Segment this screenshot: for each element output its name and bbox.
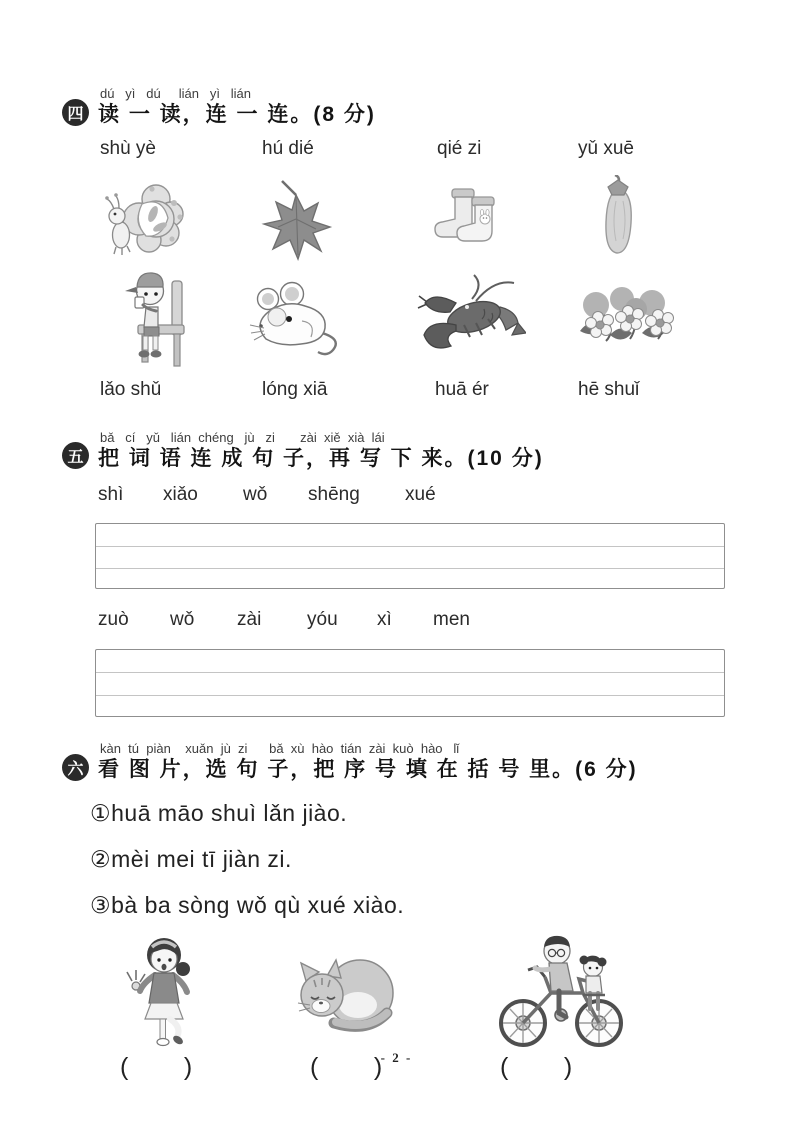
scramble-word-sheng: shēng [308,484,360,505]
butterfly-icon [102,177,188,261]
match-word-huaer[interactable]: huā ér [435,378,489,400]
scramble-word-xi: xì [377,609,392,630]
section6-title: 看 图 片，选 句 子，把 序 号 填 在 括 号 里。(6 分) [98,758,638,782]
scramble-word-xiao: xiǎo [163,484,198,505]
mouse-icon [238,279,342,357]
section5-word-row1 [62,484,737,511]
section4-pinyin: dú yì dú lián yì lián [100,86,252,101]
section4-badge: 四 [62,99,89,126]
section6-picture-row [62,927,737,1049]
writing-lines-box-1[interactable] [95,523,725,589]
match-word-hudie[interactable]: hú dié [262,137,314,159]
mouse-picture[interactable] [238,279,342,357]
section4-top-word-row [62,138,737,165]
writing-guide-line [96,695,724,696]
section6-sentences [62,800,737,919]
girl-kicking-picture [110,929,222,1049]
section4-header-text [98,86,376,129]
maple-leaf-picture[interactable] [252,179,334,263]
section5-word-row2 [62,609,737,636]
sentence-1: ①huā māo shuì lǎn jiào. [90,799,348,826]
sleeping-cat-icon [284,947,416,1035]
match-word-yuxue[interactable]: yǔ xuē [578,137,634,159]
section6-badge: 六 [62,754,89,781]
scramble-word-men: men [433,609,470,630]
answer-bracket-3[interactable]: ( ) [500,1052,573,1081]
flowers-icon [576,287,676,349]
lobster-icon [414,273,526,361]
boy-drinking-water-icon [108,265,224,369]
sentence-2: ②mèi mei tī jiàn zi. [90,845,292,872]
scramble-word-wo2: wǒ [170,609,195,630]
match-word-laoshu[interactable]: lǎo shǔ [100,378,162,400]
section5-header [62,430,737,473]
page-number: - 2 - [380,1050,413,1065]
eggplant-picture[interactable] [594,175,642,261]
rain-boots-icon [432,181,508,259]
section4-picture-row1 [62,173,737,265]
scramble-word-zai: zài [237,609,262,630]
answer-bracket-2[interactable]: ( ) [310,1052,383,1081]
eggplant-icon [594,175,642,261]
section5-title: 把 词 语 连 成 句 子，再 写 下 来。(10 分) [98,446,544,470]
match-word-qiezi[interactable]: qié zi [437,137,482,159]
section6-header [62,741,737,784]
writing-guide-line [96,672,724,673]
scramble-word-you: yóu [307,609,338,630]
sleeping-cat-picture [284,947,416,1035]
maple-leaf-icon [252,179,334,263]
writing-guide-line [96,568,724,569]
scramble-word-wo: wǒ [243,484,268,505]
section4-title: 读 一 读，连 一 连。(8 分) [98,103,376,127]
section4-bottom-word-row [62,379,737,406]
butterfly-picture[interactable] [102,177,188,261]
section6-header-text [98,741,638,784]
scramble-word-zuo: zuò [98,609,129,630]
section4-header [62,86,737,129]
boy-drinking-picture[interactable] [108,265,224,369]
section4-picture-row2 [62,265,737,369]
match-word-longxia[interactable]: lóng xiā [262,378,328,400]
section5-pinyin: bǎ cí yǔ lián chéng jù zi zài xiě xià lái [100,429,385,445]
flowers-picture[interactable] [576,287,676,349]
bicycle-picture [487,927,637,1049]
writing-lines-box-2[interactable] [95,649,725,717]
match-word-heshui[interactable]: hē shuǐ [578,378,640,400]
scramble-word-shi: shì [98,484,124,505]
section5-header-text [98,430,544,473]
match-word-shuye[interactable]: shù yè [100,137,156,159]
sentence-3: ③bà ba sòng wǒ qù xué xiào. [90,891,405,918]
section6-pinyin: kàn tú piàn xuǎn jù zi bǎ xù hào tián zài kuò hào lǐ [100,741,460,756]
writing-guide-line [96,546,724,547]
page-content [62,86,737,1085]
scramble-word-xue: xué [405,484,436,505]
section5-badge: 五 [62,442,89,469]
father-and-child-on-bicycle-icon [487,927,637,1049]
girl-kicking-shuttlecock-icon [110,929,222,1049]
rain-boots-picture[interactable] [432,181,508,259]
lobster-picture[interactable] [414,273,526,361]
answer-bracket-1[interactable]: ( ) [120,1052,193,1081]
